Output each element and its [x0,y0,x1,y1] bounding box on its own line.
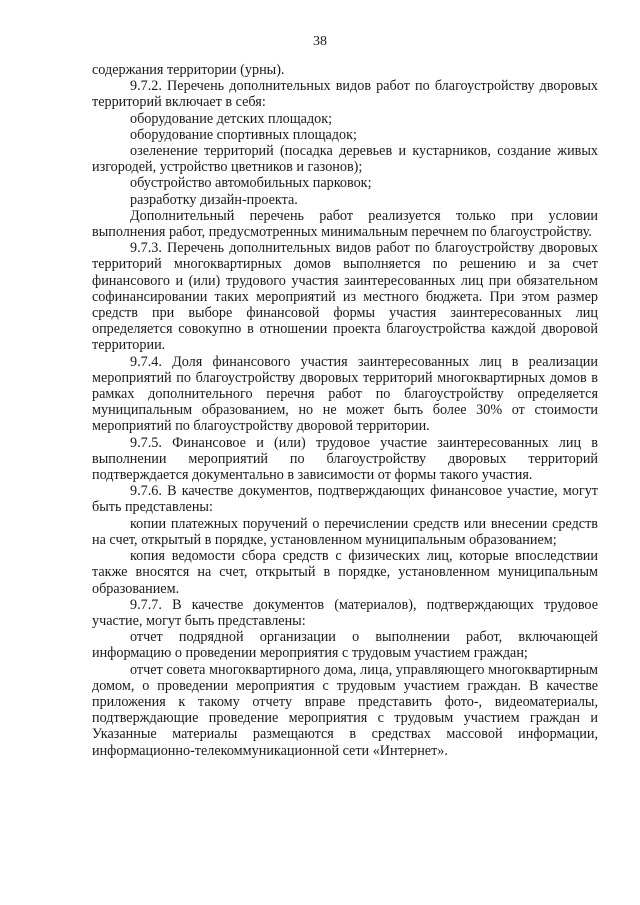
list-item: озеленение территорий (посадка деревьев и кустарников, создание живых изгородей, устройство цветников и газонов); [92,143,598,176]
list-item: копия ведомости сбора средств с физических лиц, которые впоследствии также вносятся на счет, открытый в порядке, установленном муниципальным образованием. [92,548,598,597]
paragraph: 9.7.3. Перечень дополнительных видов работ по благоустройству дворовых территорий многоквартирных домов выполняется по решению и за счет финансового и (или) трудового участия заинтересованных лиц при обязательном софинансировании таких мероприятий из местного бюджета. При этом размер средств при выборе финансовой формы участия заинтересованных лиц определяется совокупно в отношении проекта благоустройства каждой дворовой территории. [92,240,598,354]
document-body [92,62,598,759]
list-item: обустройство автомобильных парковок; [130,175,372,192]
paragraph: содержания территории (урны). [92,62,285,78]
paragraph: 9.7.6. В качестве документов, подтверждающих финансовое участие, могут быть представлены: [92,483,598,516]
list-item: оборудование детских площадок; [130,110,333,127]
list-item: отчет подрядной организации о выполнении работ, включающей информацию о проведении мероприятия с трудовым участием граждан; [92,629,598,662]
paragraph: 9.7.2. Перечень дополнительных видов работ по благоустройству дворовых территорий включает в себя: [92,78,598,111]
list-item: отчет совета многоквартирного дома, лица, управляющего многоквартирным домом, о проведении мероприятия с трудовым участием граждан. В качестве приложения к такому отчету вправе представить фото-, видеоматериалы, подтверждающие проведение мероприятия с трудовым участием граждан и Указанные материалы размещаются в средствах массовой информации, информационно-телекоммуникационной сети «Интернет». [92,661,598,759]
paragraph: Дополнительный перечень работ реализуется только при условии выполнения работ, предусмотренных минимальным перечнем по благоустройству. [92,207,598,241]
list-item: копии платежных поручений о перечислении средств или внесении средств на счет, открытый в порядке, установленном муниципальным образованием; [92,515,598,548]
page-number: 38 [313,34,327,49]
paragraph: 9.7.7. В качестве документов (материалов), подтверждающих трудовое участие, могут быть представлены: [92,596,598,629]
list-item: оборудование спортивных площадок; [130,126,357,143]
paragraph: 9.7.5. Финансовое и (или) трудовое участие заинтересованных лиц в выполнении мероприятий по благоустройству дворовых территорий подтверждается документально в зависимости от формы такого участия. [92,434,598,484]
list-item: разработку дизайн-проекта. [130,191,298,208]
paragraph: 9.7.4. Доля финансового участия заинтересованных лиц в реализации мероприятий по благоустройству дворовых территорий многоквартирных домов в рамках дополнительного перечня работ по благоустройству определяется муниципальным образованием, но не может быть более 30% от стоимости мероприятий по благоустройству дворовой территории. [92,353,598,435]
